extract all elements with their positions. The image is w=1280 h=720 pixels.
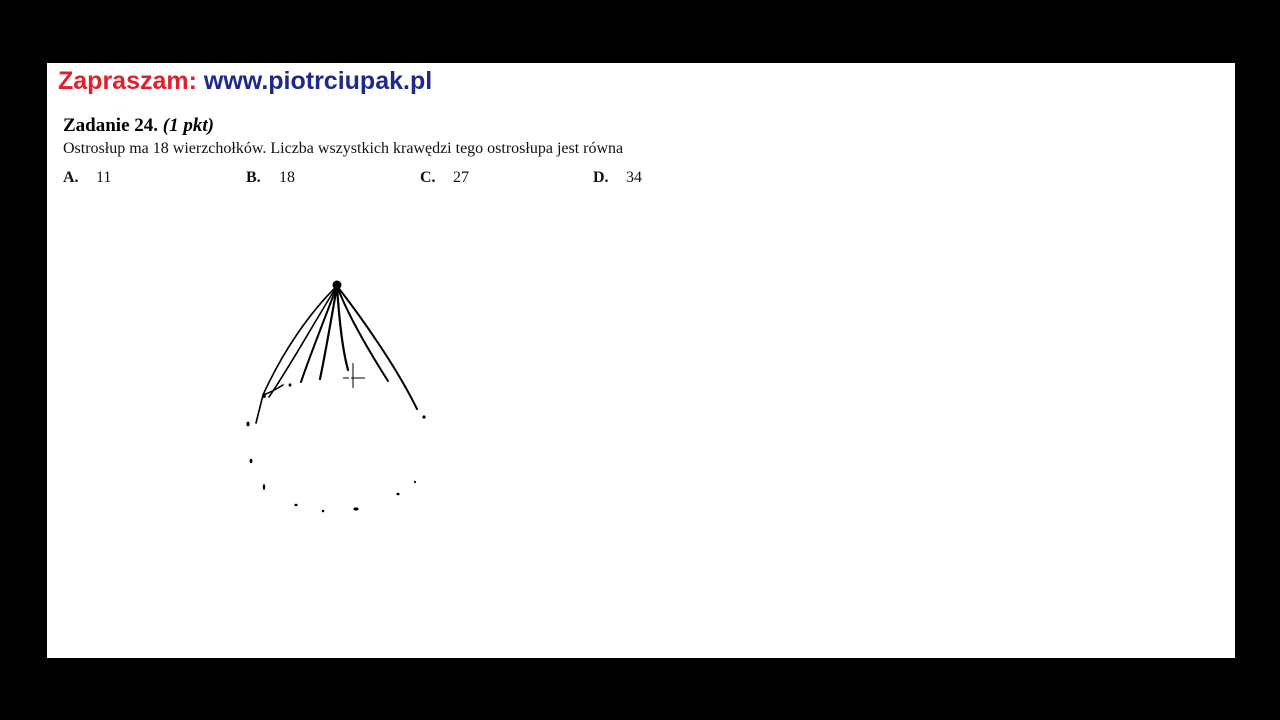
base-vertex [294,504,297,506]
document-page [47,63,1235,658]
answer-value: 27 [453,169,469,186]
lateral-edge [256,395,263,423]
base-vertex [289,383,292,386]
answer-letter: A. [63,169,79,186]
base-vertex [262,394,266,398]
answer-value: 18 [279,169,295,186]
answer-letter: D. [593,169,609,186]
lateral-edge [301,286,337,382]
base-vertex [353,507,358,510]
apex-vertex [333,281,342,290]
task-number: Zadanie 24. [63,115,159,136]
base-vertex [414,481,416,483]
lateral-edge [337,286,388,381]
base-vertex [396,493,399,496]
base-vertex [322,510,325,513]
task-points: (1 pkt) [162,115,214,136]
lateral-edge [263,286,337,395]
base-vertex [250,459,253,463]
base-vertex [263,484,265,490]
lateral-edge [337,286,417,409]
base-vertex [246,422,249,427]
answer-letter: B. [246,169,261,186]
pyramid-sketch-icon [47,63,1235,658]
banner-lead: Zapraszam: [58,67,197,95]
answer-value: 34 [626,169,642,186]
answer-value: 11 [96,169,112,186]
task-question: Ostrosłup ma 18 wierzchołków. Liczba wszystkich krawędzi tego ostrosłupa jest równa [63,140,624,157]
answer-letter: C. [420,169,436,186]
banner-url[interactable]: www.piotrciupak.pl [203,67,433,95]
base-vertex [422,415,425,418]
